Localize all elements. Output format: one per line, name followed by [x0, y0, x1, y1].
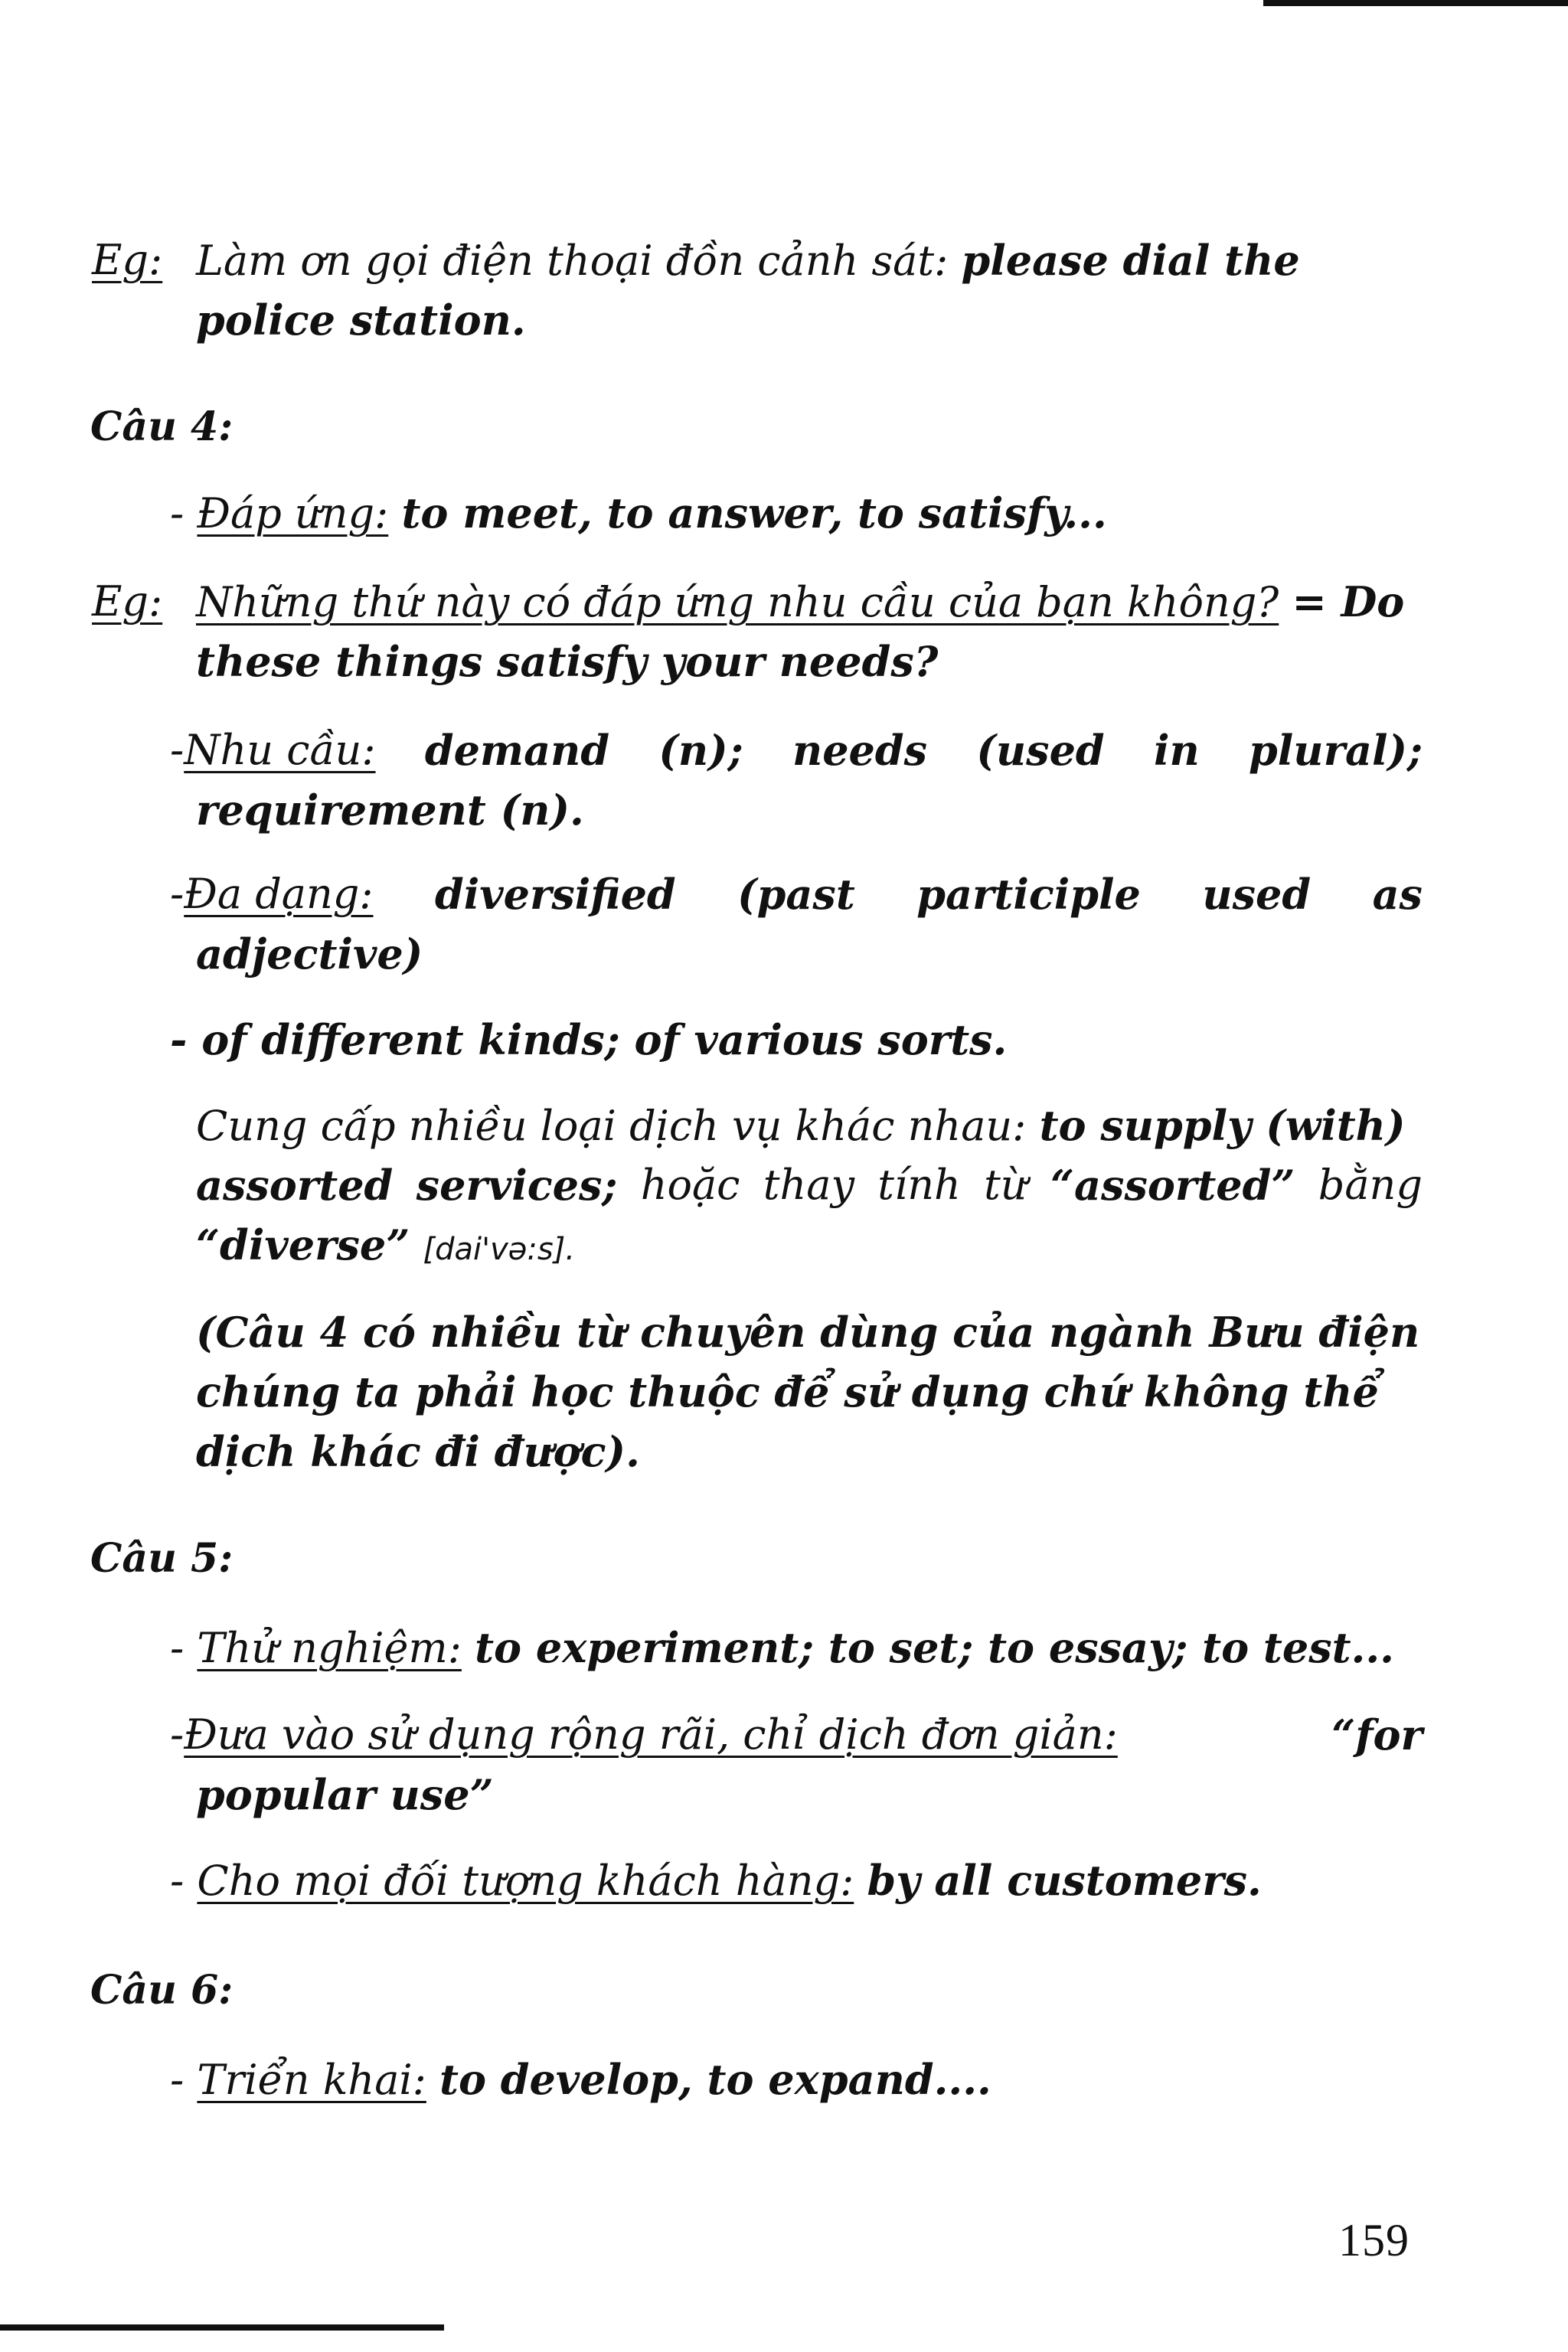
- cau4-paragraph-1-line-2: [196, 1155, 1423, 1216]
- cau4-item-various-sorts: [170, 1009, 1007, 1070]
- vocab-term: Triển khai:: [197, 2056, 426, 2104]
- cau4-paragraph-1-line-1: [196, 1095, 1406, 1157]
- example-1-line-2: police station.: [196, 296, 526, 345]
- cau4-note-line-1: (Câu 4 có nhiều từ chuyên dùng của ngành Bưu điện: [196, 1308, 1420, 1357]
- justified-word: assorted: [196, 1161, 394, 1210]
- list-dash: -: [170, 870, 185, 918]
- phonetic-transcription: [dai'və:s].: [423, 1232, 576, 1267]
- cau4-note-line-3: dịch khác đi được).: [196, 1427, 640, 1476]
- vocab-term: Thử nghiệm:: [197, 1624, 462, 1672]
- cau5-item-dua-vao-su-dung: [170, 1704, 1423, 1766]
- vocab-definition: to develop, to expand....: [439, 2055, 991, 2104]
- section-heading-cau-4: Câu 4:: [90, 403, 234, 450]
- english-text: please dial the: [961, 236, 1300, 285]
- english-text: “diverse”: [196, 1220, 410, 1269]
- bottom-edge-rule: [0, 2324, 444, 2331]
- justified-word: demand: [424, 726, 610, 775]
- justified-word: (past: [737, 870, 855, 919]
- cau5-item-thu-nghiem: [170, 1617, 1394, 1679]
- list-dash: -: [170, 1710, 185, 1759]
- vocab-term-wrap: [170, 720, 376, 781]
- list-dash: -: [170, 1624, 185, 1672]
- english-text: “for: [1331, 1710, 1423, 1759]
- justified-word: used: [1202, 870, 1312, 919]
- list-dash: -: [170, 1015, 188, 1064]
- justified-word: thay: [763, 1161, 854, 1209]
- cau4-example-sentence: [196, 571, 1404, 633]
- cau4-note-line-2: chúng ta phải học thuộc để sử dụng chứ không thể: [196, 1367, 1379, 1416]
- justified-word: bằng: [1318, 1161, 1423, 1209]
- cau4-item-nhu-cau: [170, 720, 1423, 781]
- vocab-term: Nhu cầu:: [184, 726, 376, 774]
- vocab-term-wrap: [170, 1704, 1118, 1766]
- list-dash: -: [170, 2056, 185, 2104]
- vocab-definition: to meet, to answer, to satisfy...: [401, 488, 1107, 537]
- justified-word: participle: [916, 870, 1141, 919]
- justified-word: in: [1153, 726, 1200, 775]
- example-1-line-1: [92, 230, 162, 291]
- justified-word: tính: [877, 1161, 961, 1209]
- cau4-item-nhu-cau-line-2: requirement (n).: [196, 786, 584, 835]
- vietnamese-text: Cung cấp nhiều loại dịch vụ khác nhau:: [196, 1102, 1027, 1150]
- justified-word: needs: [792, 726, 928, 775]
- vocab-term: Cho mọi đối tượng khách hàng:: [197, 1857, 854, 1905]
- list-dash: -: [170, 1857, 185, 1905]
- example-label: Eg:: [92, 577, 163, 626]
- section-heading-cau-6: Câu 6:: [90, 1967, 234, 2014]
- cau4-item-da-dang-line-2: adjective): [196, 929, 423, 978]
- vocab-definition: by all customers.: [867, 1856, 1262, 1905]
- cau4-example-label-line: [92, 571, 162, 632]
- cau4-item-da-dang: [170, 864, 1423, 925]
- list-dash: -: [170, 489, 185, 537]
- justified-word: plural);: [1249, 726, 1423, 775]
- cau5-item-dua-vao-su-dung-line-2: popular use”: [196, 1770, 494, 1819]
- vietnamese-text: Những thứ này có đáp ứng nhu cầu của bạn không?: [196, 578, 1279, 626]
- justified-word: (n);: [658, 726, 743, 775]
- cau4-item-dap-ung: [170, 482, 1107, 544]
- justified-word: hoặc: [640, 1161, 740, 1209]
- vocab-definition: of different kinds; of various sorts.: [201, 1015, 1008, 1064]
- justified-word: từ: [984, 1161, 1027, 1209]
- vocab-definition: to experiment; to set; to essay; to test...: [475, 1623, 1394, 1672]
- example-1-sentence: [196, 230, 1300, 292]
- justified-word: diversified: [434, 870, 676, 919]
- vocab-term-wrap: [170, 864, 374, 925]
- vietnamese-text: Làm ơn gọi điện thoại đồn cảnh sát:: [196, 237, 949, 285]
- page-number: 159: [1338, 2215, 1410, 2265]
- section-heading-cau-5: Câu 5:: [90, 1535, 234, 1582]
- english-text: to supply (with): [1039, 1101, 1406, 1150]
- example-label: Eg:: [92, 236, 163, 284]
- cau5-item-khach-hang: [170, 1850, 1262, 1912]
- cau4-example-line-2: these things satisfy your needs?: [196, 637, 939, 686]
- justified-word: “assorted”: [1050, 1161, 1295, 1210]
- justified-word: services;: [416, 1161, 618, 1210]
- vocab-term: Đưa vào sử dụng rộng rãi, chỉ dịch đơn giản:: [184, 1710, 1118, 1759]
- vocab-term: Đáp ứng:: [197, 489, 389, 537]
- vocab-term: Đa dạng:: [184, 870, 374, 918]
- cau4-paragraph-1-line-3: [196, 1214, 575, 1280]
- cau6-item-trien-khai: [170, 2049, 991, 2111]
- list-dash: -: [170, 726, 185, 774]
- justified-word: as: [1372, 870, 1423, 919]
- english-text: = Do: [1292, 577, 1405, 626]
- justified-word: (used: [976, 726, 1105, 775]
